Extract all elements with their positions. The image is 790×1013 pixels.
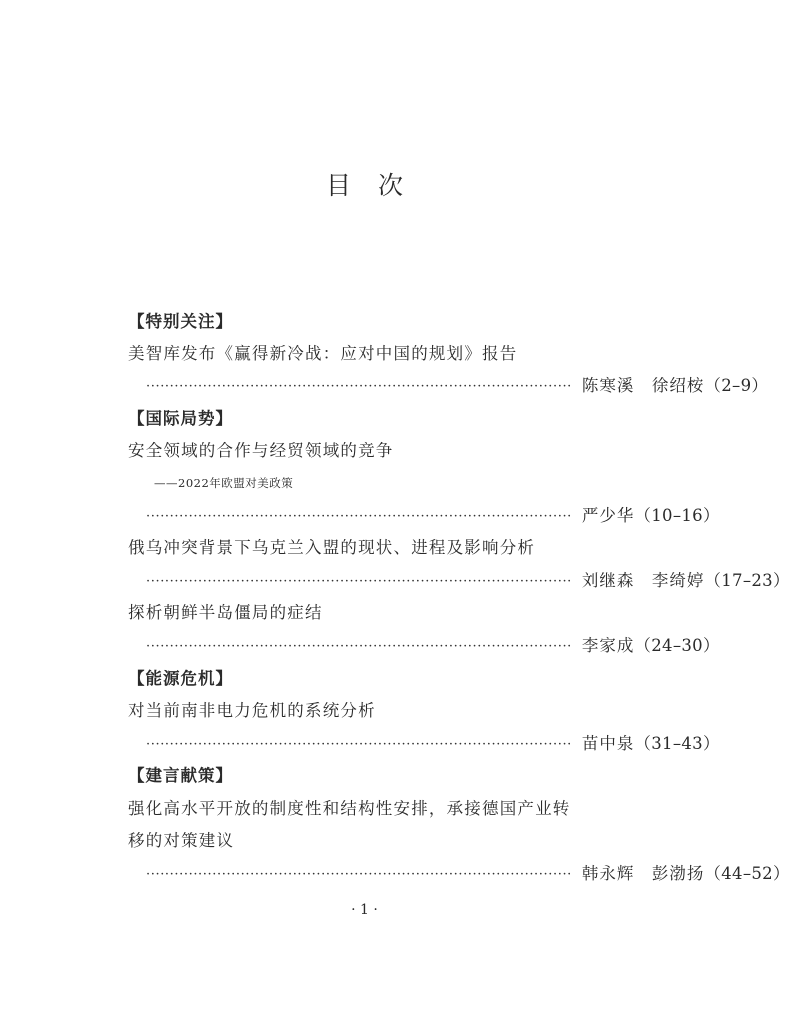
- article-authors: 陈寒溪 徐绍桉: [581, 376, 705, 395]
- section-heading-energy-crisis: 【能源危机】: [128, 669, 233, 688]
- article-title[interactable]: 安全领域的合作与经贸领域的竞争: [128, 441, 394, 460]
- article-title[interactable]: 俄乌冲突背景下乌克兰入盟的现状、进程及影响分析: [128, 538, 536, 557]
- article-title[interactable]: 探析朝鲜半岛僵局的症结: [128, 603, 323, 622]
- section-heading-international-situation: 【国际局势】: [128, 409, 233, 428]
- article-authors: 严少华: [581, 506, 635, 525]
- article-authors: 苗中泉: [581, 734, 635, 753]
- article-title[interactable]: 美智库发布《赢得新冷战：应对中国的规划》报告: [128, 344, 518, 363]
- article-pages: （31–43）: [634, 734, 720, 753]
- dot-leader: ··························································································: [146, 574, 572, 589]
- toc-entry-line: [128, 566, 790, 596]
- article-title[interactable]: 对当前南非电力危机的系统分析: [128, 701, 376, 720]
- article-title[interactable]: 强化高水平开放的制度性和结构性安排，承接德国产业转: [128, 799, 571, 818]
- article-title-continued[interactable]: 移的对策建议: [128, 831, 235, 850]
- dot-leader: ··························································································: [146, 867, 572, 882]
- toc-entry-line: [128, 729, 720, 759]
- article-pages: （2–9）: [704, 376, 769, 395]
- section-heading-special-focus: 【特别关注】: [128, 312, 233, 331]
- page-number: · 1 ·: [351, 902, 378, 918]
- toc-entry-line: [128, 501, 720, 531]
- article-authors: 刘继森 李绮婷: [581, 571, 705, 590]
- article-pages: （44–52）: [704, 864, 790, 883]
- dot-leader: ··························································································: [146, 379, 572, 394]
- toc-entry-line: [128, 371, 769, 401]
- toc-entry-line: [128, 631, 720, 661]
- dot-leader: ··························································································: [146, 737, 572, 752]
- article-pages: （17–23）: [704, 571, 790, 590]
- article-pages: （10–16）: [634, 506, 720, 525]
- section-heading-policy-advice: 【建言献策】: [128, 766, 233, 785]
- article-pages: （24–30）: [634, 636, 720, 655]
- page-title: 目次: [325, 171, 430, 200]
- toc-entry-line: [128, 859, 790, 889]
- dot-leader: ··························································································: [146, 639, 572, 654]
- article-authors: 韩永辉 彭渤扬: [581, 864, 705, 883]
- dot-leader: ··························································································: [146, 509, 572, 524]
- article-subtitle: ——2022年欧盟对美政策: [154, 476, 294, 490]
- article-authors: 李家成: [581, 636, 635, 655]
